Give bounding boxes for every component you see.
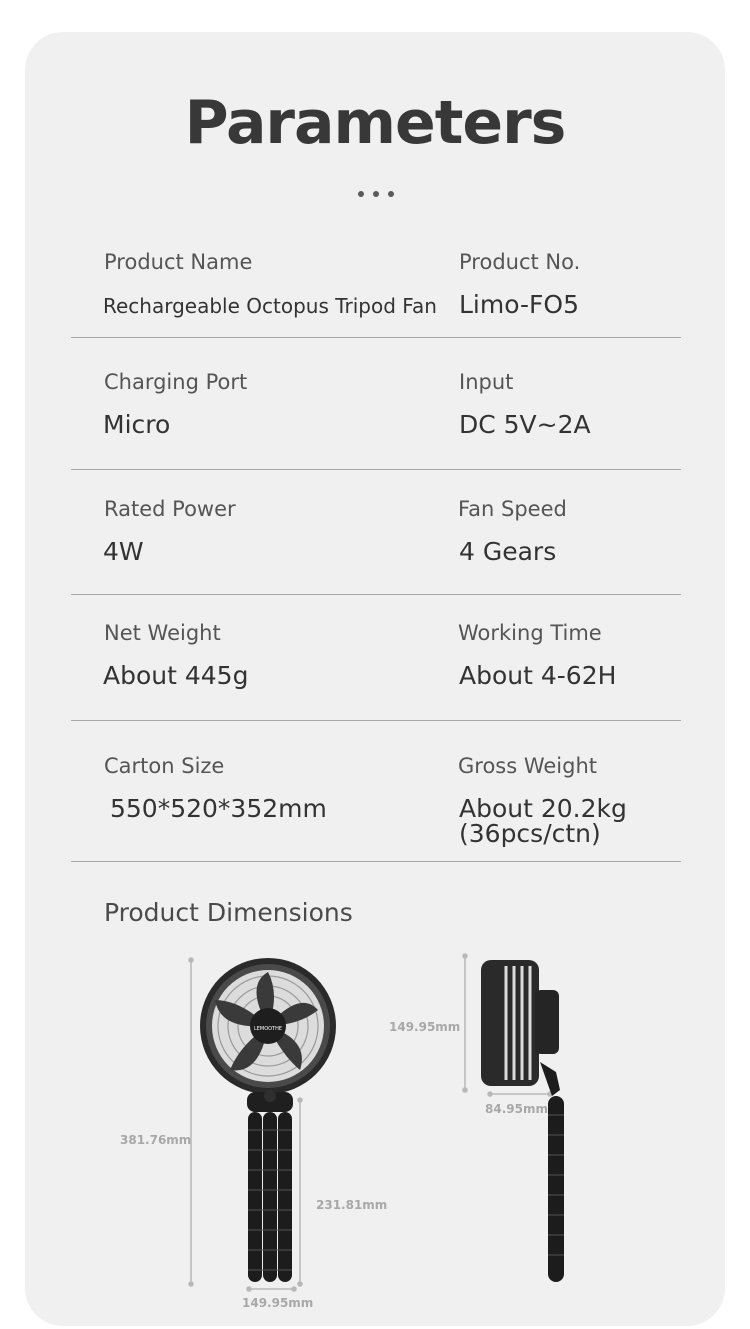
leg-height-label: 231.81mm: [316, 1198, 388, 1212]
net-weight-label: Net Weight: [104, 621, 221, 645]
working-time-label: Working Time: [458, 621, 602, 645]
charging-port-label: Charging Port: [104, 370, 248, 394]
gross-weight-note: (36pcs/ctn): [459, 819, 601, 848]
charging-port-value: Micro: [103, 410, 171, 439]
net-weight-value: About 445g: [103, 661, 249, 690]
product-name-label: Product Name: [104, 250, 253, 274]
working-time-value: About 4-62H: [459, 661, 617, 690]
brand-logo: LEMOOTHE: [253, 1026, 283, 1032]
gross-weight-label: Gross Weight: [458, 754, 598, 778]
dimensions-title: Product Dimensions: [104, 898, 353, 927]
product-name-value: Rechargeable Octopus Tripod Fan: [103, 294, 437, 318]
front-width-label: 149.95mm: [242, 1296, 314, 1310]
input-label: Input: [459, 370, 514, 394]
carton-size-label: Carton Size: [104, 754, 225, 778]
fan-front-view: [200, 958, 336, 1282]
rated-power-label: Rated Power: [104, 497, 236, 521]
front-height-label: 381.76mm: [120, 1133, 192, 1147]
page-title: Parameters: [184, 88, 566, 158]
fan-side-view: [481, 960, 564, 1282]
side-height-label: 149.95mm: [389, 1020, 461, 1034]
fan-speed-value: 4 Gears: [459, 537, 557, 566]
rated-power-value: 4W: [103, 537, 144, 566]
side-depth-label: 84.95mm: [485, 1102, 548, 1116]
input-value: DC 5V~2A: [459, 410, 591, 439]
fan-speed-label: Fan Speed: [458, 497, 567, 521]
product-no-value: Limo-FO5: [459, 290, 579, 319]
product-no-label: Product No.: [459, 250, 581, 274]
carton-size-value: 550*520*352mm: [110, 794, 327, 823]
gross-weight-value: About 20.2kg: [459, 794, 627, 823]
